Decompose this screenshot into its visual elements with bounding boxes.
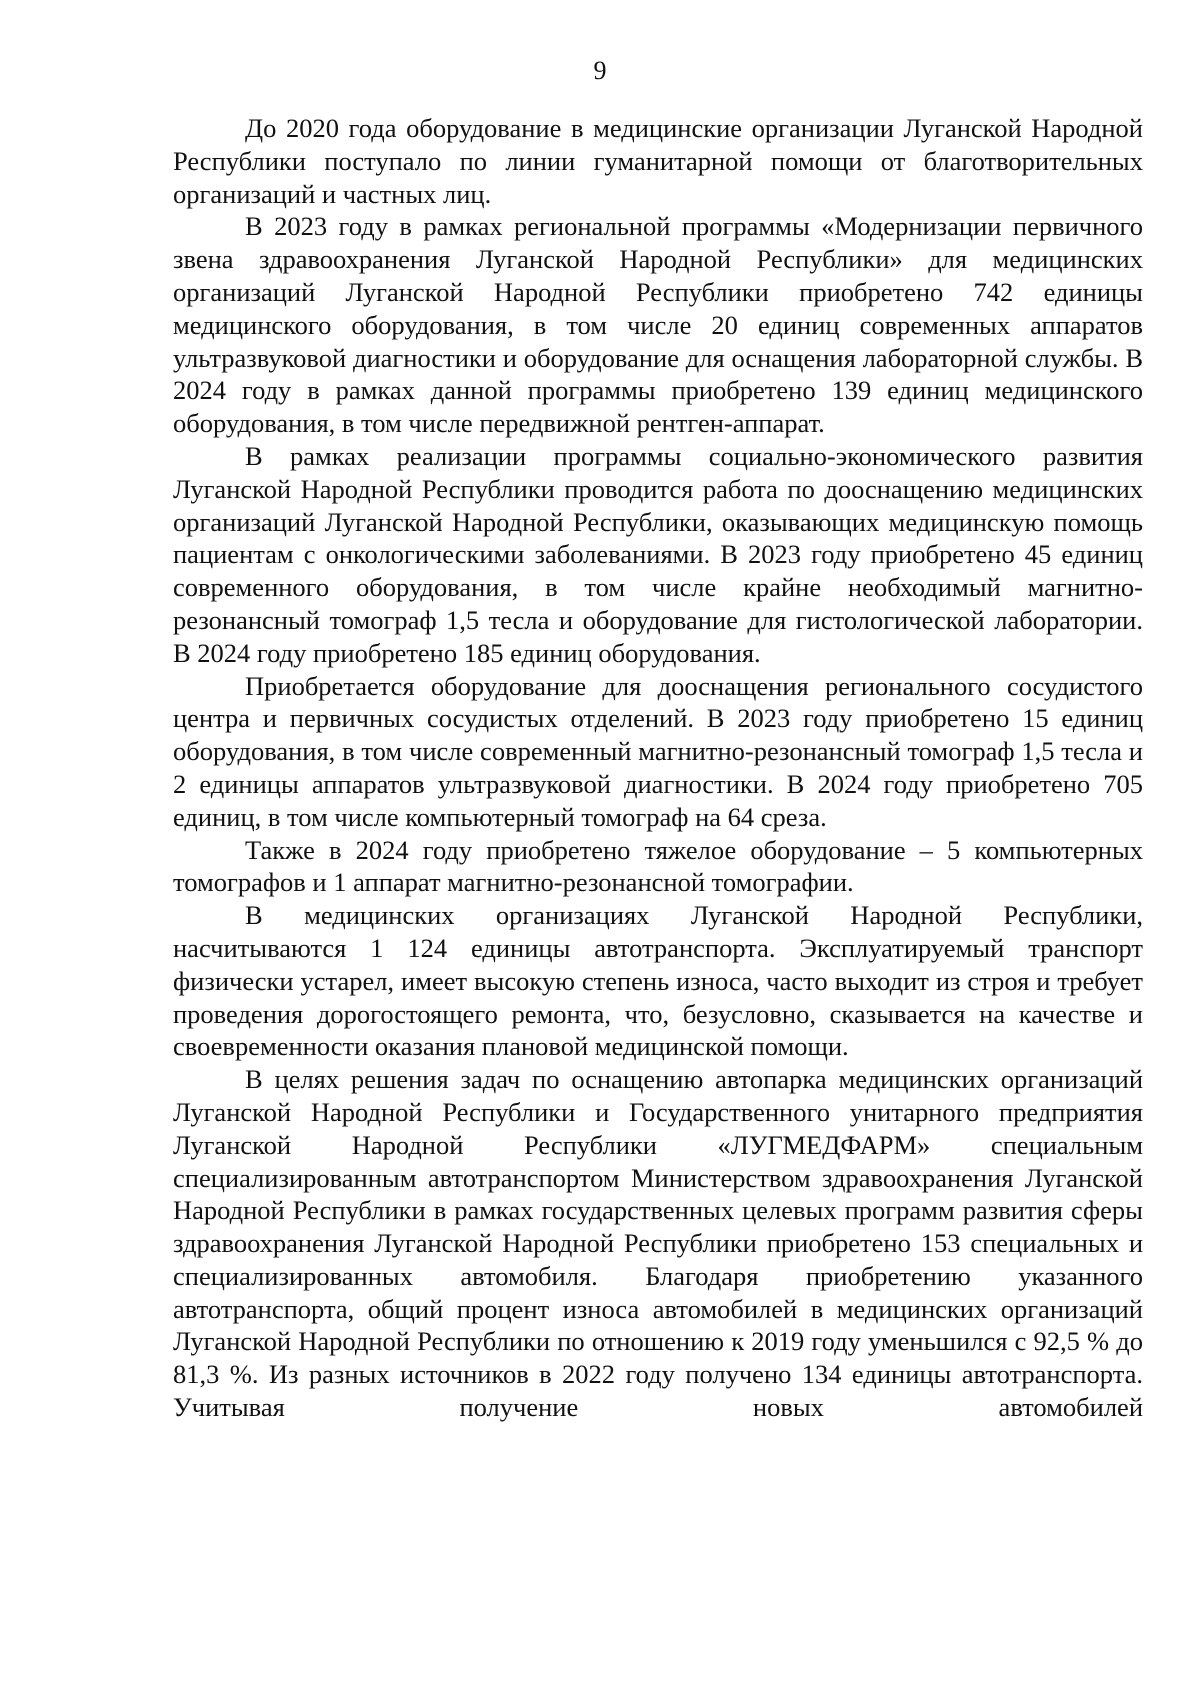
page-number: 9 xyxy=(593,56,607,85)
paragraph-primary-care-modernization: В 2023 году в рамках региональной программы «Модернизации первичного звена здравоохранения Луганской Народной Республики» для медицинских организаций Луганской Народной Республики приобретено 742 единицы медицинского оборудования, в том числе 20 единиц современных аппаратов ультразвуковой диагностики и оборудование для оснащения лабораторной службы. В 2024 году в рамках данной программы приобретено 139 единиц медицинского оборудования, в том числе передвижной рентген-аппарат. xyxy=(173,211,1143,439)
paragraph-vascular-center-equipment: Приобретается оборудование для дооснащения регионального сосудистого центра и первичных сосудистых отделений. В 2023 году приобретено 15 единиц оборудования, в том числе современный магнитно-резонансный томограф 1,5 тесла и 2 единицы аппаратов ультразвуковой диагностики. В 2024 году приобретено 705 единиц, в том числе компьютерный томограф на 64 среза. xyxy=(173,670,1143,832)
paragraph-vehicle-purchases: В целях решения задач по оснащению автопарка медицинских организаций Луганской Народной Республики и Государственного унитарного предприятия Луганской Народной Республики «ЛУГМЕДФАРМ» специальным специализированным автотранспортом Министерством здравоохранения Луганской Народной Республики в рамках государственных целевых программ развития сферы здравоохранения Луганской Народной Республики приобретено 153 специальных и специализированных автомобиля. Благодаря приобретению указанного автотранспорта, общий процент износа автомобилей в медицинских организаций Луганской Народной Республики по отношению к 2019 году уменьшился с 92,5 % до 81,3 %. Из разных источников в 2022 году получено 134 единицы автотранспорта. Учитывая получение новых автомобилей xyxy=(173,1064,1143,1423)
paragraph-vehicle-fleet: В медицинских организациях Луганской Народной Республики, насчитываются 1 124 единицы автотранспорта. Эксплуатируемый транспорт физически устарел, имеет высокую степень износа, часто выходит из строя и требует проведения дорогостоящего ремонта, что, безусловно, сказывается на качестве и своевременности оказания плановой медицинской помощи. xyxy=(173,900,1143,1062)
document-body xyxy=(173,112,1143,1424)
paragraph-equipment-before-2020: До 2020 года оборудование в медицинские организации Луганской Народной Республики поступало по линии гуманитарной помощи от благотворительных организаций и частных лиц. xyxy=(173,113,1143,209)
paragraph-heavy-equipment-2024: Также в 2024 году приобретено тяжелое оборудование – 5 компьютерных томографов и 1 аппарат магнитно-резонансной томографии. xyxy=(173,834,1143,898)
paragraph-oncology-equipment: В рамках реализации программы социально-экономического развития Луганской Народной Республики проводится работа по дооснащению медицинских организаций Луганской Народной Республики, оказывающих медицинскую помощь пациентам с онкологическими заболеваниями. В 2023 году приобретено 45 единиц современного оборудования, в том числе крайне необходимый магнитно-резонансный томограф 1,5 тесла и оборудование для гистологической лаборатории. В 2024 году приобретено 185 единиц оборудования. xyxy=(173,440,1143,668)
